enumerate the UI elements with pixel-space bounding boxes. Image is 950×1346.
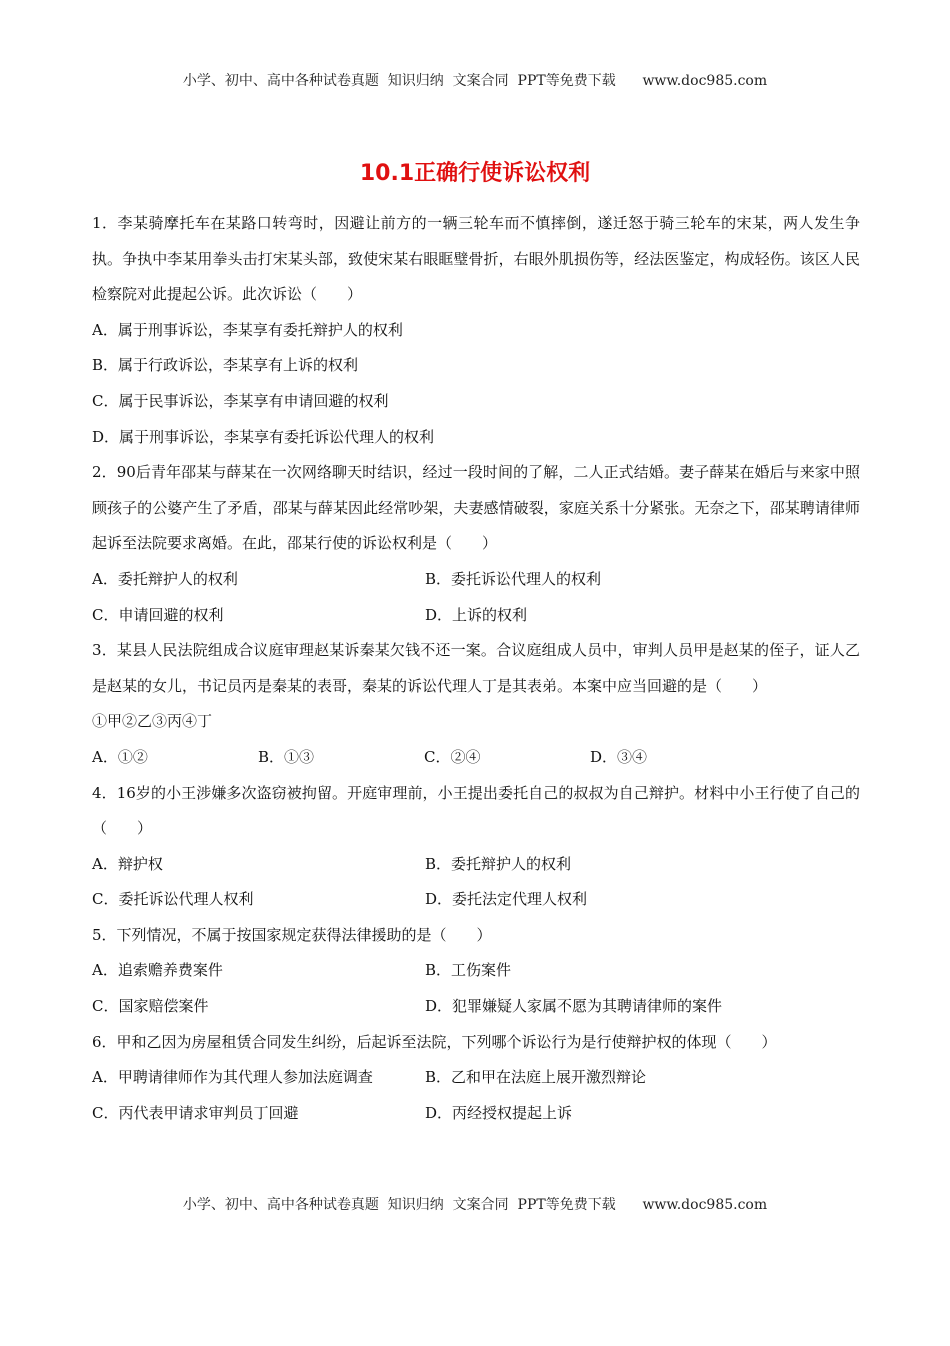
question-5	[92, 918, 860, 1025]
question-stem: 2．90后青年邵某与薛某在一次网络聊天时结识，经过一段时间的了解，二人正式结婚。妻子薛某在婚后与来家中照顾孩子的公婆产生了矛盾，邵某与薛某因此经常吵架，夫妻感情破裂，家庭关系十分紧张。无奈之下，邵某聘请律师起诉至法院要求离婚。在此，邵某行使的诉讼权利是（ ）	[92, 463, 860, 553]
question-6	[92, 1025, 860, 1132]
option-row	[92, 882, 860, 918]
option-row	[92, 1096, 860, 1132]
option-row	[92, 562, 860, 598]
option-d: D．③④	[590, 747, 648, 766]
option-d: D．犯罪嫌疑人家属不愿为其聘请律师的案件	[425, 997, 723, 1016]
option-a: A．甲聘请律师作为其代理人参加法庭调查	[92, 1068, 373, 1087]
option-a: A．属于刑事诉讼，李某享有委托辩护人的权利	[92, 320, 403, 339]
option-a: A．①②	[92, 747, 148, 766]
option-c: C．国家赔偿案件	[92, 997, 209, 1016]
question-2	[92, 455, 860, 633]
option-c: C．②④	[424, 747, 481, 766]
page-header: 小学、初中、高中各种试卷真题 知识归纳 文案合同 PPT等免费下载 www.doc985.com	[182, 73, 768, 89]
option-d: D．丙经授权提起上诉	[425, 1103, 573, 1122]
option-a: A．辩护权	[92, 854, 163, 873]
option-d: D．委托法定代理人权利	[425, 890, 588, 909]
option-d: D．属于刑事诉讼，李某享有委托诉讼代理人的权利	[92, 427, 435, 446]
option-a: A．追索赡养费案件	[92, 961, 223, 980]
option-c: C．委托诉讼代理人权利	[92, 890, 254, 909]
option-b: B．属于行政诉讼，李某享有上诉的权利	[92, 356, 359, 375]
question-stem: 6．甲和乙因为房屋租赁合同发生纠纷，后起诉至法院，下列哪个诉讼行为是行使辩护权的体现（ ）	[92, 1032, 777, 1051]
option-row	[92, 989, 860, 1025]
numbered-items: ①甲②乙③丙④丁	[92, 712, 213, 731]
option-a: A．委托辩护人的权利	[92, 569, 238, 588]
option-row	[92, 740, 860, 776]
page-title: 10.1正确行使诉讼权利	[359, 161, 591, 186]
question-4	[92, 776, 860, 918]
page-footer: 小学、初中、高中各种试卷真题 知识归纳 文案合同 PPT等免费下载 www.doc985.com	[182, 1197, 768, 1213]
option-c: C．申请回避的权利	[92, 605, 224, 624]
option-row	[92, 953, 860, 989]
option-b: B．工伤案件	[425, 961, 512, 980]
option-b: B．委托辩护人的权利	[425, 854, 572, 873]
option-row	[92, 598, 860, 634]
question-list	[92, 206, 860, 1131]
option-c: C．丙代表甲请求审判员丁回避	[92, 1103, 299, 1122]
option-row	[92, 1060, 860, 1096]
option-row	[92, 847, 860, 883]
question-stem: 3．某县人民法院组成合议庭审理赵某诉秦某欠钱不还一案。合议庭组成人员中，审判人员甲是赵某的侄子，证人乙是赵某的女儿，书记员丙是秦某的表哥，秦某的诉讼代理人丁是其表弟。本案中应当回避的是（ ）	[92, 641, 860, 695]
option-d: D．上诉的权利	[425, 605, 528, 624]
question-3	[92, 633, 860, 775]
option-c: C．属于民事诉讼，李某享有申请回避的权利	[92, 391, 389, 410]
question-stem: 1．李某骑摩托车在某路口转弯时，因避让前方的一辆三轮车而不慎摔倒，遂迁怒于骑三轮车的宋某，两人发生争执。争执中李某用拳头击打宋某头部，致使宋某右眼眶璧骨折，右眼外肌损伤等，经法医鉴定，构成轻伤。该区人民检察院对此提起公诉。此次诉讼（ ）	[92, 214, 860, 304]
option-b: B．乙和甲在法庭上展开激烈辩论	[425, 1068, 647, 1087]
question-stem: 5．下列情况，不属于按国家规定获得法律援助的是（ ）	[92, 925, 492, 944]
question-1	[92, 206, 860, 455]
option-b: B．①③	[258, 747, 315, 766]
option-b: B．委托诉讼代理人的权利	[425, 569, 602, 588]
question-stem: 4．16岁的小王涉嫌多次盗窃被拘留。开庭审理前，小王提出委托自己的叔叔为自己辩护。材料中小王行使了自己的（ ）	[92, 783, 860, 838]
